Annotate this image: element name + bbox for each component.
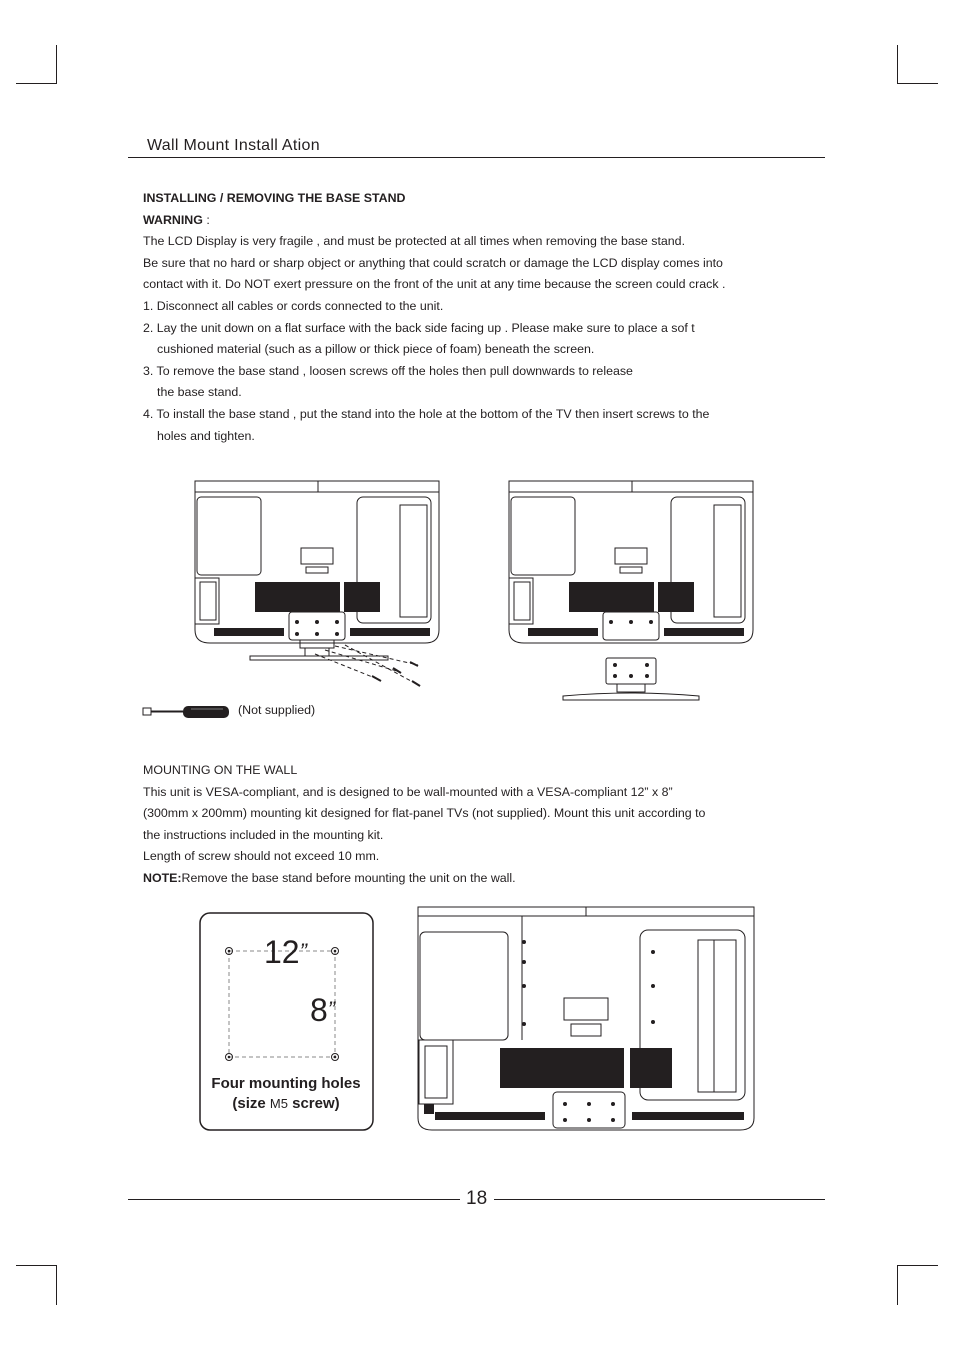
vesa-caption-line-1: Four mounting holes [211, 1075, 361, 1092]
footer-rule-left [128, 1199, 460, 1200]
page-title: Wall Mount Install Ation [147, 137, 320, 154]
vesa-screw-size: M5 [269, 1096, 288, 1111]
step-2-cont: cushioned material (such as a pillow or thick piece of foam) beneath the screen. [157, 342, 595, 357]
step-4: 4. To install the base stand , put the stand into the hole at the bottom of the TV then insert screws to the [143, 406, 710, 421]
vesa-width-inch-mark: ” [299, 939, 307, 964]
vesa-height-value: 8 [310, 992, 328, 1028]
section-heading-installing: INSTALLING / REMOVING THE BASE STAND [143, 191, 406, 205]
vesa-caption-post: screw) [287, 1095, 340, 1112]
vesa-caption-pre: (size [232, 1095, 270, 1112]
note-line [143, 868, 705, 890]
crop-mark-bottom-left-v [56, 1265, 57, 1305]
vesa-width-label [264, 934, 307, 970]
step-2: 2. Lay the unit down on a flat surface with the back side facing up . Please make sure to place a sof t [143, 320, 695, 335]
crop-mark-top-left-v [56, 45, 57, 84]
note-label: NOTE: [143, 870, 182, 885]
crop-mark-top-left-h [16, 83, 56, 84]
page-number: 18 [466, 1188, 488, 1209]
section-installing [143, 188, 725, 447]
mounting-text-2: (300mm x 200mm) mounting kit designed for flat-panel TVs (not supplied). Mount this unit according to [143, 806, 706, 821]
footer-rule-right [494, 1199, 825, 1200]
screwdriver-icon [143, 702, 233, 722]
section-mounting [143, 760, 705, 890]
screwdriver-note: (Not supplied) [238, 703, 316, 717]
warning-colon: : [202, 212, 210, 227]
crop-mark-top-right-h [897, 83, 938, 84]
note-text: Remove the base stand before mounting the unit on the wall. [181, 870, 516, 885]
vesa-width-value: 12 [264, 934, 300, 970]
mounting-text-3: the instructions included in the mounting kit. [143, 827, 384, 842]
vesa-caption [200, 1074, 372, 1114]
warning-text-2: Be sure that no hard or sharp object or anything that could scratch or damage the LCD display comes into [143, 255, 723, 270]
warning-text-1: The LCD Display is very fragile , and must be protected at all times when removing the base stand. [143, 234, 686, 249]
crop-mark-bottom-right-h [897, 1265, 938, 1266]
step-4-cont: holes and tighten. [157, 428, 255, 443]
header-rule [128, 157, 825, 158]
section-heading-mounting: MOUNTING ON THE WALL [143, 763, 298, 777]
warning-label: WARNING [143, 212, 203, 227]
mounting-text-1: This unit is VESA-compliant, and is designed to be wall-mounted with a VESA-compliant 12” x 8” [143, 784, 673, 799]
warning-text-3: contact with it. Do NOT exert pressure on the front of the unit at any time because the screen could crack . [143, 277, 726, 292]
vesa-caption-line-2 [200, 1094, 372, 1114]
vesa-height-inch-mark: ” [327, 997, 336, 1022]
crop-mark-bottom-left-h [16, 1265, 56, 1266]
crop-mark-bottom-right-v [897, 1265, 898, 1305]
crop-mark-top-right-v [897, 45, 898, 84]
step-3-cont: the base stand. [157, 385, 242, 400]
mounting-text-4: Length of screw should not exceed 10 mm. [143, 849, 380, 864]
step-3: 3. To remove the base stand , loosen screws off the holes then pull downwards to release [143, 363, 633, 378]
step-1: 1. Disconnect all cables or cords connected to the unit. [143, 298, 444, 313]
vesa-height-label [310, 992, 335, 1028]
warning-line [143, 210, 725, 232]
